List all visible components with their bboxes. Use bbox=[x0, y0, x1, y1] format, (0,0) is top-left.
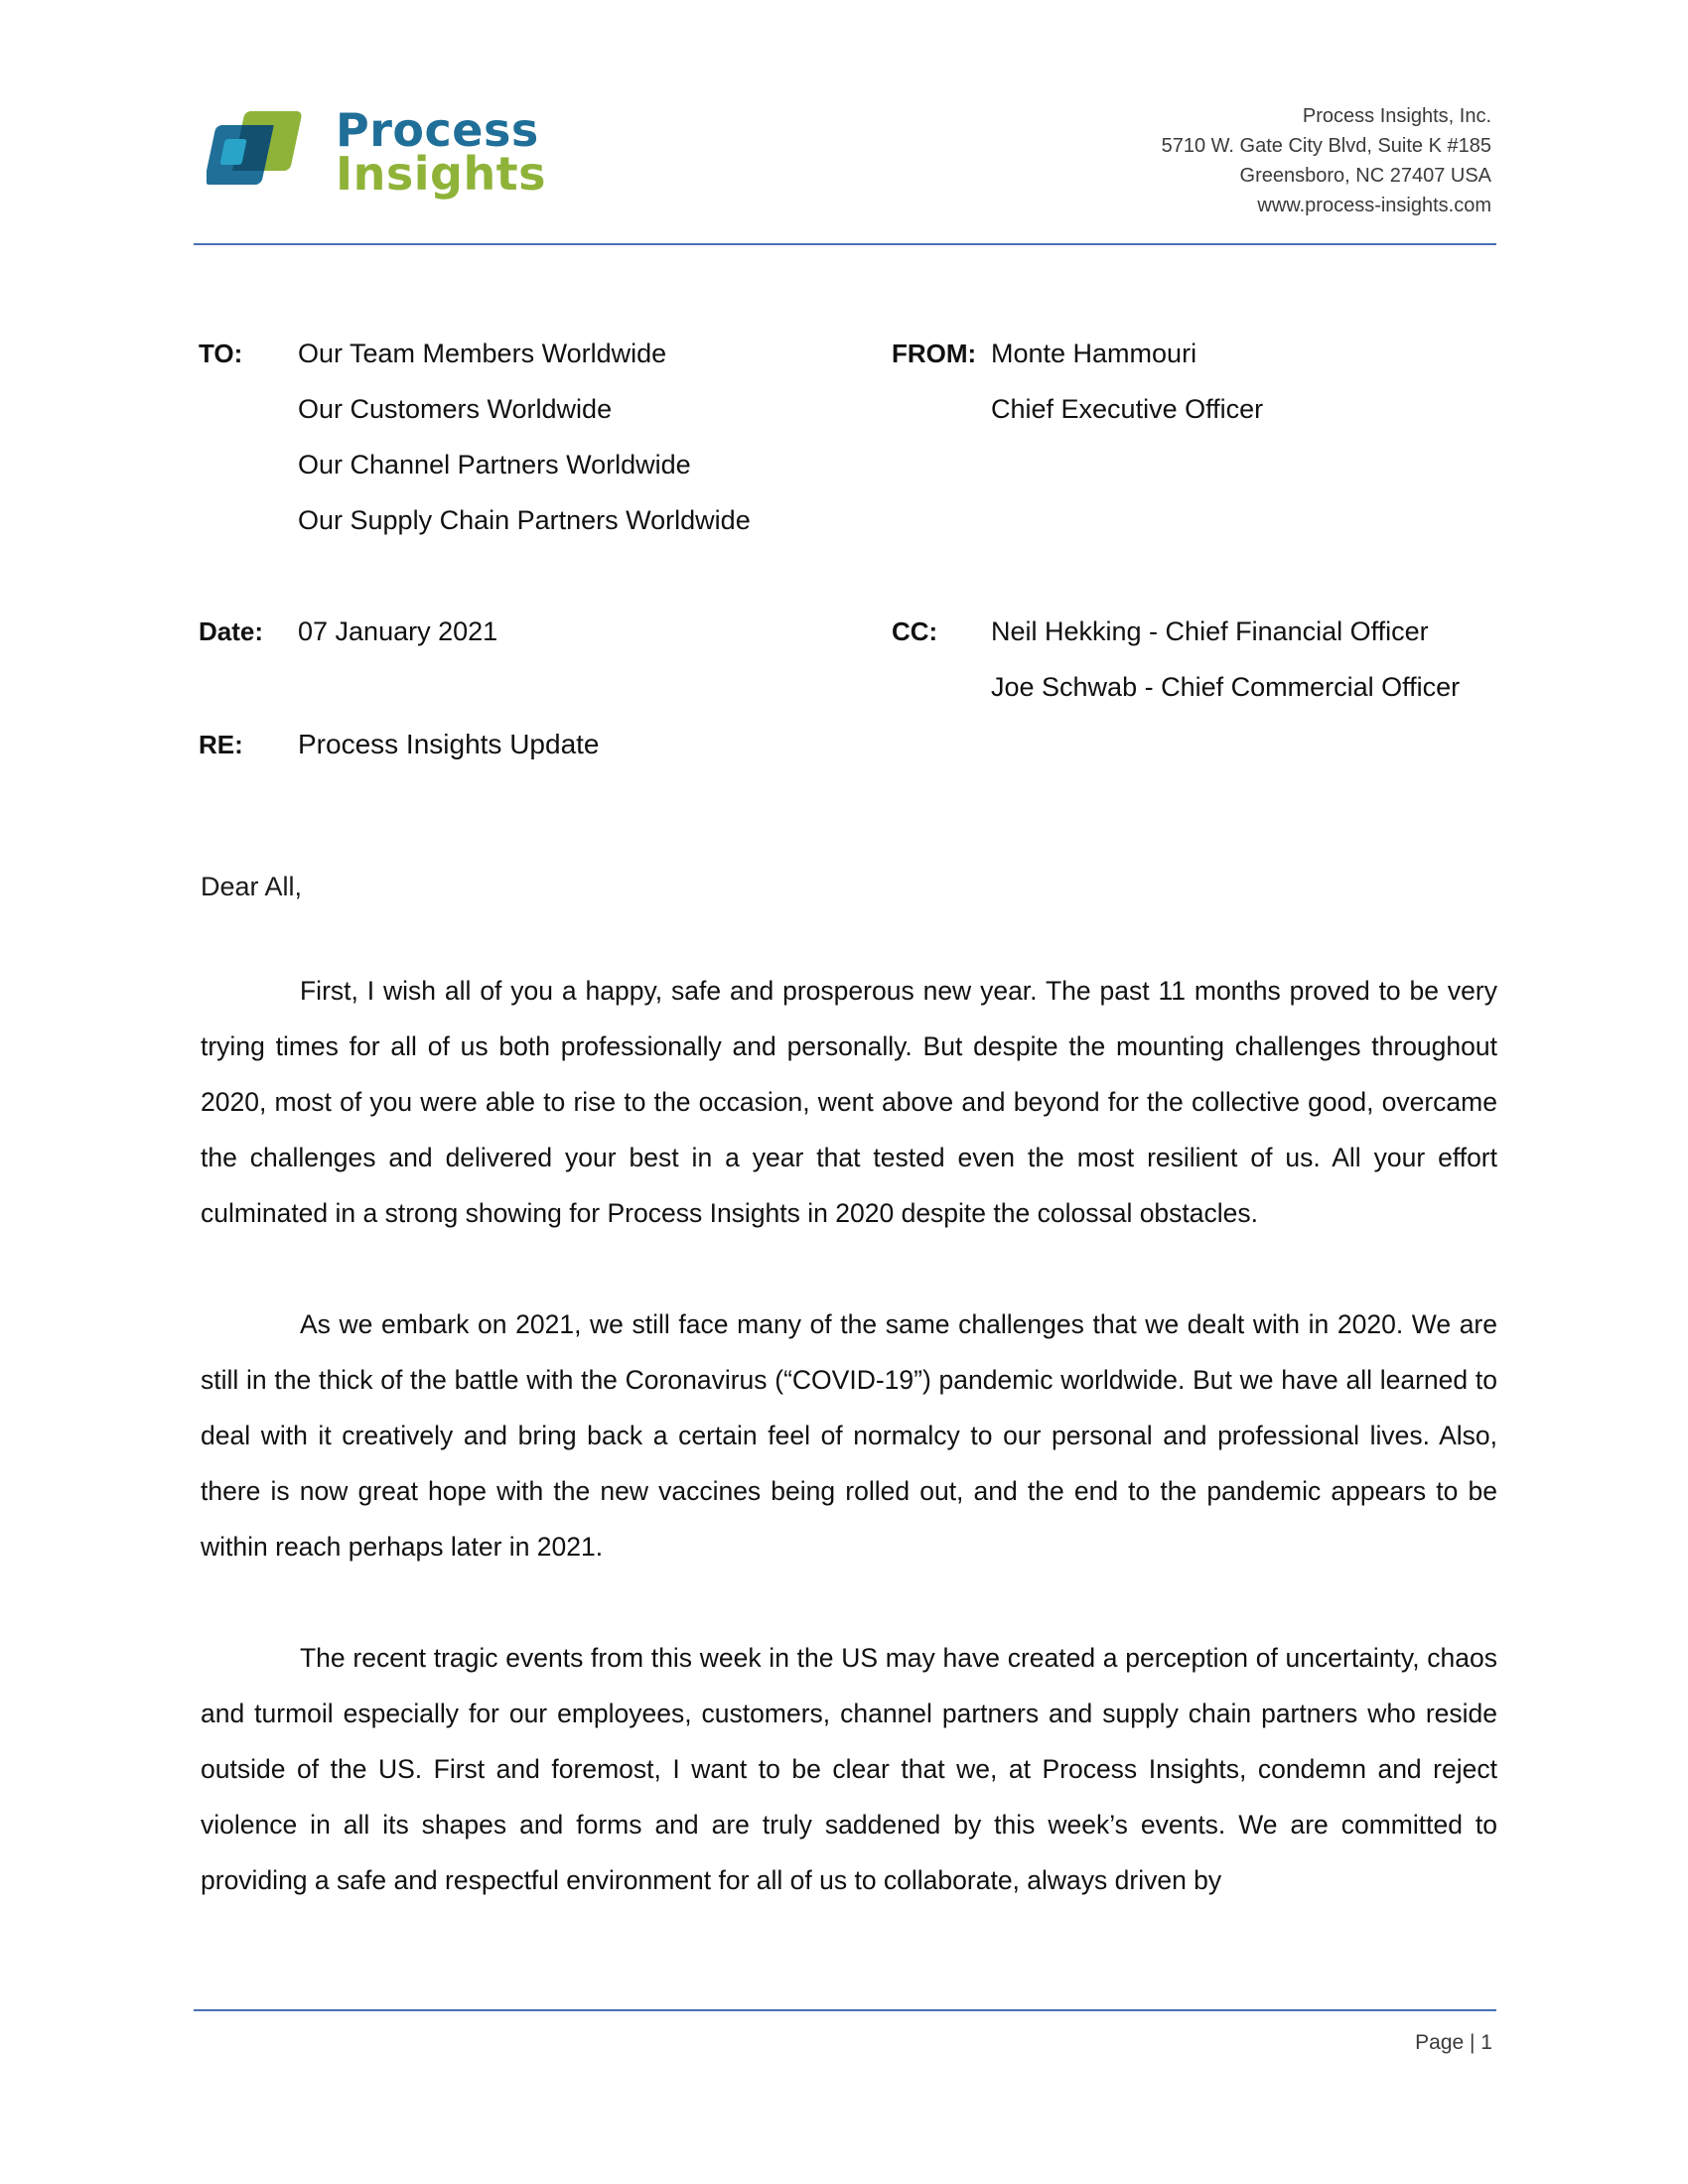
address-line: Process Insights, Inc. bbox=[1302, 105, 1491, 127]
address-line: 5710 W. Gate City Blvd, Suite K #185 bbox=[1161, 135, 1491, 157]
company-logo bbox=[207, 103, 554, 203]
from-sender bbox=[991, 339, 1263, 450]
to-recipient: Our Supply Chain Partners Worldwide bbox=[298, 505, 751, 535]
body-paragraph bbox=[201, 963, 1497, 1241]
paragraph-text: The recent tragic events from this week in the US may have created a perception of uncertainty, chaos and turmoil especially for our employees, customers, channel partners and supply chain partners who reside outside of the US. First and foremost, I want to be clear that we, at Process Insights, condemn and reject violence in all its shapes and forms and are truly saddened by this week’s events. We are committed to providing a safe and respectful environment for all of us to collaborate, always driven by bbox=[201, 1643, 1497, 1895]
logo-word-insights: Insights bbox=[336, 147, 547, 201]
date-value bbox=[298, 616, 497, 672]
company-address bbox=[1162, 101, 1491, 220]
re-label: RE: bbox=[199, 730, 243, 759]
paragraph-text: As we embark on 2021, we still face many of the same challenges that we dealt with in 2020. We are still in the thick of the battle with the Coronavirus (“COVID-19”) pandemic worldwide. But we have all learned to deal with it creatively and bring back a certain feel of normalcy to our personal and professional lives. Also, there is now great hope with the new vaccines being rolled out, and the end to the pandemic appears to be within reach perhaps later in 2021. bbox=[201, 1309, 1497, 1562]
body-paragraph bbox=[201, 1630, 1497, 1908]
body-paragraph bbox=[201, 1297, 1497, 1574]
cc-recipients bbox=[991, 616, 1460, 728]
header-divider bbox=[194, 243, 1496, 245]
from-name: Monte Hammouri bbox=[991, 339, 1197, 368]
salutation: Dear All, bbox=[201, 872, 303, 901]
paragraph-text: First, I wish all of you a happy, safe and prosperous new year. The past 11 months proved to be very trying times for all of us both professionally and personally. But despite the mounting challenges throughout 2020, most of you were able to rise to the occasion, went above and beyond for the collective good, overcame the challenges and delivered your best in a year that tested even the most resilient of us. All your effort culminated in a strong showing for Process Insights in 2020 despite the colossal obstacles. bbox=[201, 976, 1497, 1228]
to-recipient: Our Channel Partners Worldwide bbox=[298, 450, 691, 479]
to-recipient: Our Customers Worldwide bbox=[298, 394, 613, 424]
memo-subject: Process Insights Update bbox=[298, 729, 600, 759]
logo-word-process: Process bbox=[336, 103, 539, 157]
re-subject bbox=[298, 730, 600, 785]
address-line: Greensboro, NC 27407 USA bbox=[1239, 165, 1491, 187]
footer-divider bbox=[194, 2009, 1496, 2011]
page-number: Page | 1 bbox=[1415, 2031, 1492, 2054]
memo-date: 07 January 2021 bbox=[298, 616, 498, 646]
to-recipients bbox=[298, 339, 751, 561]
to-recipient: Our Team Members Worldwide bbox=[298, 339, 667, 368]
from-title: Chief Executive Officer bbox=[991, 394, 1264, 424]
from-label: FROM: bbox=[892, 339, 977, 368]
logo-mark-icon bbox=[207, 105, 326, 195]
cc-recipient: Joe Schwab - Chief Commercial Officer bbox=[991, 672, 1461, 702]
cc-recipient: Neil Hekking - Chief Financial Officer bbox=[991, 616, 1429, 646]
cc-label: CC: bbox=[892, 616, 938, 646]
address-website[interactable]: www.process-insights.com bbox=[1257, 195, 1491, 216]
to-label: TO: bbox=[199, 339, 243, 368]
date-label: Date: bbox=[199, 616, 264, 646]
